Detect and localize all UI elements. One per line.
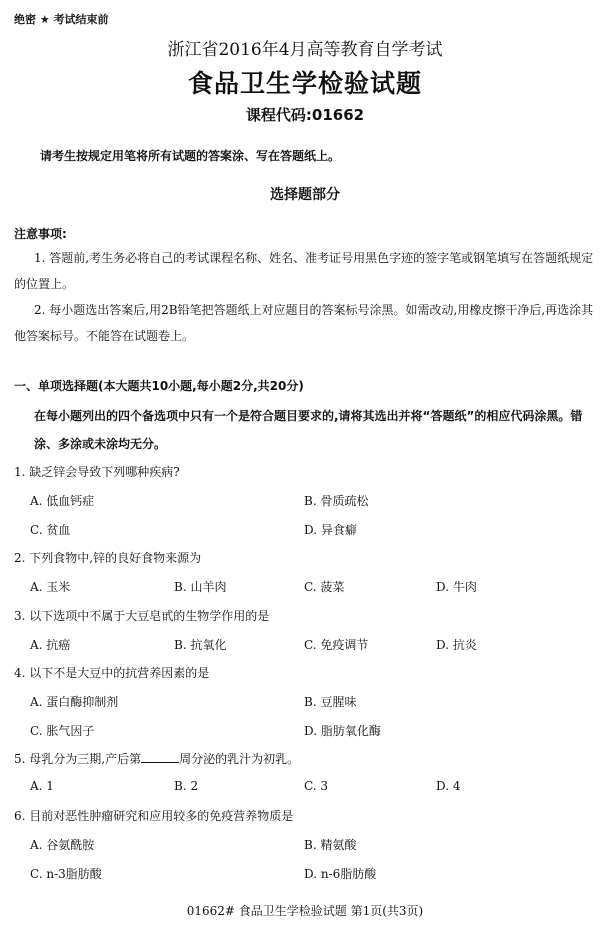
question-3-stem: 3. 以下选项中不属于大豆皂甙的生物学作用的是 (14, 609, 270, 623)
exam-session: 浙江省2016年4月高等教育自学考试 (167, 40, 443, 60)
question-5-stem (14, 750, 299, 767)
notice-item-2-text: 2. 每小题选出答案后,用2B铅笔把答题纸上对应题目的答案标号涂黑。如需改动,用橡皮擦干净后,再选涂其他答案标号。不能答在试题卷上。 (14, 303, 594, 343)
q6-option-b: B. 精氨酸 (304, 838, 357, 852)
q3-option-b: B. 抗氧化 (174, 638, 227, 652)
notice-item-2 (14, 297, 596, 349)
q3-option-c: C. 免疫调节 (304, 638, 369, 652)
notice-item-1-text: 1. 答题前,考生务必将自己的考试课程名称、姓名、准考证号用黑色字迹的签字笔或钢笔填写在答题纸规定的位置上。 (14, 251, 594, 291)
q5-option-d: D. 4 (436, 779, 461, 793)
section-title: 选择题部分 (270, 187, 340, 203)
notice-item-1 (14, 245, 596, 297)
part-title: 一、单项选择题(本大题共10小题,每小题2分,共20分) (14, 379, 304, 393)
course-code: 课程代码:01662 (245, 106, 365, 124)
q5-option-c: C. 3 (304, 779, 329, 793)
question-4-stem: 4. 以下不是大豆中的抗营养因素的是 (14, 666, 210, 680)
q5-option-a: A. 1 (30, 779, 54, 793)
confidential-label: 绝密 ★ 考试结束前 (14, 13, 109, 26)
exam-title: 食品卫生学检验试题 (187, 69, 422, 98)
q4-option-c: C. 胀气因子 (30, 724, 95, 738)
q2-option-a: A. 玉米 (30, 580, 71, 594)
q6-option-a: A. 谷氨酰胺 (30, 838, 95, 852)
q6-option-c: C. n-3脂肪酸 (30, 867, 102, 881)
q1-option-d: D. 异食癖 (304, 523, 357, 537)
q2-option-c: C. 菠菜 (304, 580, 345, 594)
question-6-stem: 6. 目前对恶性肿瘤研究和应用较多的免疫营养物质是 (14, 809, 294, 823)
q1-option-a: A. 低血钙症 (30, 494, 95, 508)
q4-option-b: B. 豆腥味 (304, 695, 357, 709)
q1-option-c: C. 贫血 (30, 523, 71, 537)
question-5-stem-after: 周分泌的乳汁为初乳。 (179, 752, 300, 766)
q3-option-d: D. 抗炎 (436, 638, 477, 652)
q5-option-b: B. 2 (174, 779, 199, 793)
answer-blank (141, 750, 179, 763)
q1-option-b: B. 骨质疏松 (304, 494, 369, 508)
page-footer: 01662# 食品卫生学检验试题 第1页(共3页) (186, 904, 424, 918)
q4-option-d: D. 脂肪氧化酶 (304, 724, 381, 738)
general-instruction: 请考生按规定用笔将所有试题的答案涂、写在答题纸上。 (40, 149, 341, 163)
notice-title: 注意事项: (14, 227, 67, 241)
part-description: 在每小题列出的四个备选项中只有一个是符合题目要求的,请将其选出并将“答题纸”的相应代码涂黑。错涂、多涂或未涂均无分。 (34, 409, 583, 451)
q4-option-a: A. 蛋白酶抑制剂 (30, 695, 119, 709)
q3-option-a: A. 抗癌 (30, 638, 71, 652)
q2-option-b: B. 山羊肉 (174, 580, 227, 594)
question-1-stem: 1. 缺乏锌会导致下列哪种疾病? (14, 465, 180, 479)
q2-option-d: D. 牛肉 (436, 580, 477, 594)
question-2-stem: 2. 下列食物中,锌的良好食物来源为 (14, 551, 202, 565)
question-5-stem-before: 5. 母乳分为三期,产后第 (14, 752, 142, 766)
q6-option-d: D. n-6脂肪酸 (304, 867, 377, 881)
